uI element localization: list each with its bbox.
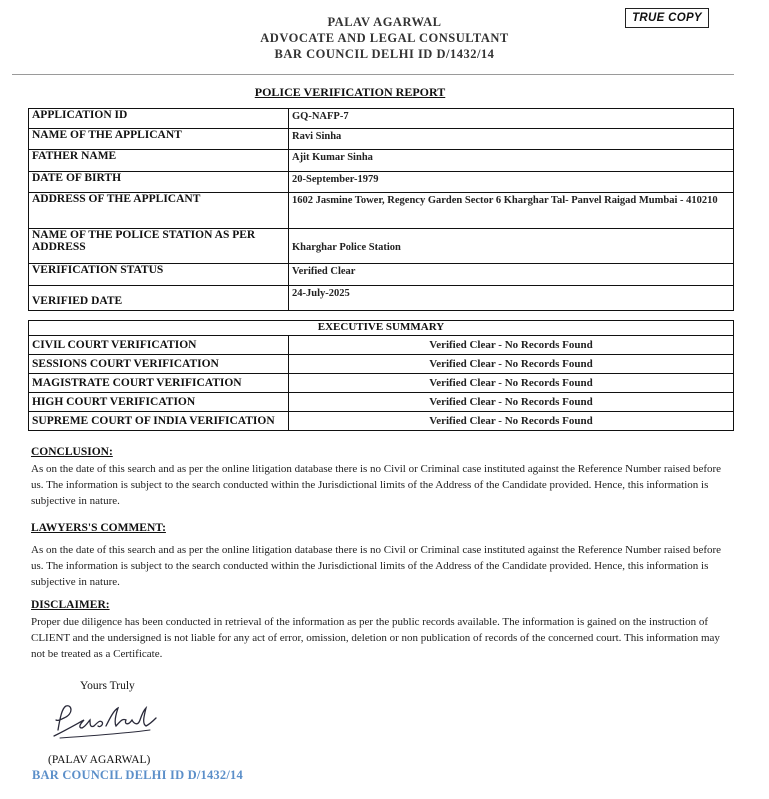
field-label: ADDRESS OF THE APPLICANT (29, 193, 289, 229)
lawyers-comment-text: As on the date of this search and as per the online litigation database there is no Civil or Criminal case instituted against the Reference Number raised before us. The information is subject to the search conducted within the Jurisdictional limits of the Address of the Candidate provided. Hence, this information is subjective in nature. (31, 544, 722, 588)
table-row (29, 321, 734, 336)
court-name: MAGISTRATE COURT VERIFICATION (29, 374, 289, 393)
lawyers-comment-title: LAWYERS'S COMMENT: (31, 522, 166, 534)
field-label: NAME OF THE APPLICANT (29, 129, 289, 150)
table-row (29, 229, 734, 264)
verification-status-value: Verified Clear (289, 264, 734, 286)
court-result: Verified Clear - No Records Found (289, 336, 734, 355)
application-id-value: GQ-NAFP-7 (289, 109, 734, 129)
report-title: POLICE VERIFICATION REPORT (254, 85, 446, 99)
signature-image (50, 700, 160, 750)
table-row (29, 172, 734, 193)
court-name: SESSIONS COURT VERIFICATION (29, 355, 289, 374)
advocate-designation: ADVOCATE AND LEGAL CONSULTANT (260, 31, 509, 45)
header-divider (12, 74, 734, 75)
field-label: VERIFIED DATE (29, 286, 289, 311)
table-row (29, 374, 734, 393)
court-result: Verified Clear - No Records Found (289, 374, 734, 393)
bar-council-footer: BAR COUNCIL DELHI ID D/1432/14 (32, 768, 243, 782)
address-value: 1602 Jasmine Tower, Regency Garden Sector 6 Kharghar Tal- Panvel Raigad Mumbai - 410210 (289, 193, 734, 229)
table-row (29, 412, 734, 431)
date-of-birth-value: 20-September-1979 (289, 172, 734, 193)
table-row (29, 264, 734, 286)
table-row (29, 129, 734, 150)
letterhead (0, 14, 769, 62)
table-row (29, 393, 734, 412)
field-label: NAME OF THE POLICE STATION AS PER ADDRESS (29, 229, 289, 264)
court-result: Verified Clear - No Records Found (289, 355, 734, 374)
true-copy-stamp: TRUE COPY (625, 8, 709, 28)
court-result: Verified Clear - No Records Found (289, 412, 734, 431)
conclusion-text: As on the date of this search and as per the online litigation database there is no Civil or Criminal case instituted against the Reference Number raised before us. The information is subject to the search conducted within the Jurisdictional limits of the Address of the Candidate provided. Hence, this information is subjective in nature. (31, 463, 722, 507)
executive-summary-heading: EXECUTIVE SUMMARY (29, 321, 734, 336)
table-row (29, 355, 734, 374)
police-station-value: Kharghar Police Station (289, 229, 734, 264)
field-label: DATE OF BIRTH (29, 172, 289, 193)
court-name: SUPREME COURT OF INDIA VERIFICATION (29, 412, 289, 431)
applicant-details-table (28, 108, 734, 311)
court-result: Verified Clear - No Records Found (289, 393, 734, 412)
bar-council-id: BAR COUNCIL DELHI ID D/1432/14 (274, 47, 495, 61)
conclusion-title: CONCLUSION: (31, 446, 113, 458)
table-row (29, 109, 734, 129)
table-row (29, 286, 734, 311)
field-label: VERIFICATION STATUS (29, 264, 289, 286)
table-row (29, 336, 734, 355)
disclaimer-title: DISCLAIMER: (31, 599, 110, 611)
court-name: HIGH COURT VERIFICATION (29, 393, 289, 412)
father-name-value: Ajit Kumar Sinha (289, 150, 734, 172)
executive-summary-table (28, 320, 734, 431)
table-row (29, 150, 734, 172)
court-name: CIVIL COURT VERIFICATION (29, 336, 289, 355)
advocate-name: PALAV AGARWAL (327, 15, 442, 29)
disclaimer-text: Proper due diligence has been conducted in retrieval of the information as per the public records available. The information is gained on the instruction of CLIENT and the undersigned is not liable for any act of error, omission, deletion or non publication of records of the concerned court. This information may not be treated as a Certificate. (31, 616, 720, 660)
signer-name: (PALAV AGARWAL) (48, 754, 151, 766)
verified-date-value: 24-July-2025 (289, 286, 734, 311)
applicant-name-value: Ravi Sinha (289, 129, 734, 150)
field-label: APPLICATION ID (29, 109, 289, 129)
field-label: FATHER NAME (29, 150, 289, 172)
table-row (29, 193, 734, 229)
yours-truly: Yours Truly (80, 680, 135, 692)
